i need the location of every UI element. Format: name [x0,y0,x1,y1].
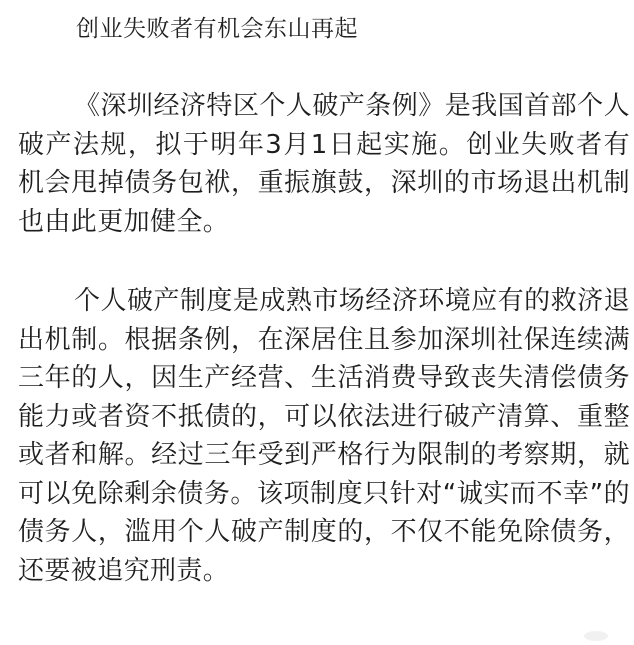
article-paragraph: 个人破产制度是成熟市场经济环境应有的救济退出机制。根据条例，在深居住且参加深圳社保连续满三年的人，因生产经营、生活消费导致丧失清偿债务能力或者资不抵债的，可以依法进行破产清算、重整或者和解。经过三年受到严格行为限制的考察期，就可以免除剩余债务。该项制度只针对“诚实而不幸”的债务人，滥用个人破产制度的，不仅不能免除债务，还要被追究刑责。 [18,286,630,586]
article-headline: 创业失败者有机会东山再起 [76,16,358,42]
article-paragraph: 《深圳经济特区个人破产条例》是我国首部个人破产法规，拟于明年3月1日起实施。创业失败者有机会甩掉债务包袱，重振旗鼓，深圳的市场退出机制也由此更加健全。 [18,91,630,237]
watermark-mark [584,631,608,641]
article [18,14,630,590]
